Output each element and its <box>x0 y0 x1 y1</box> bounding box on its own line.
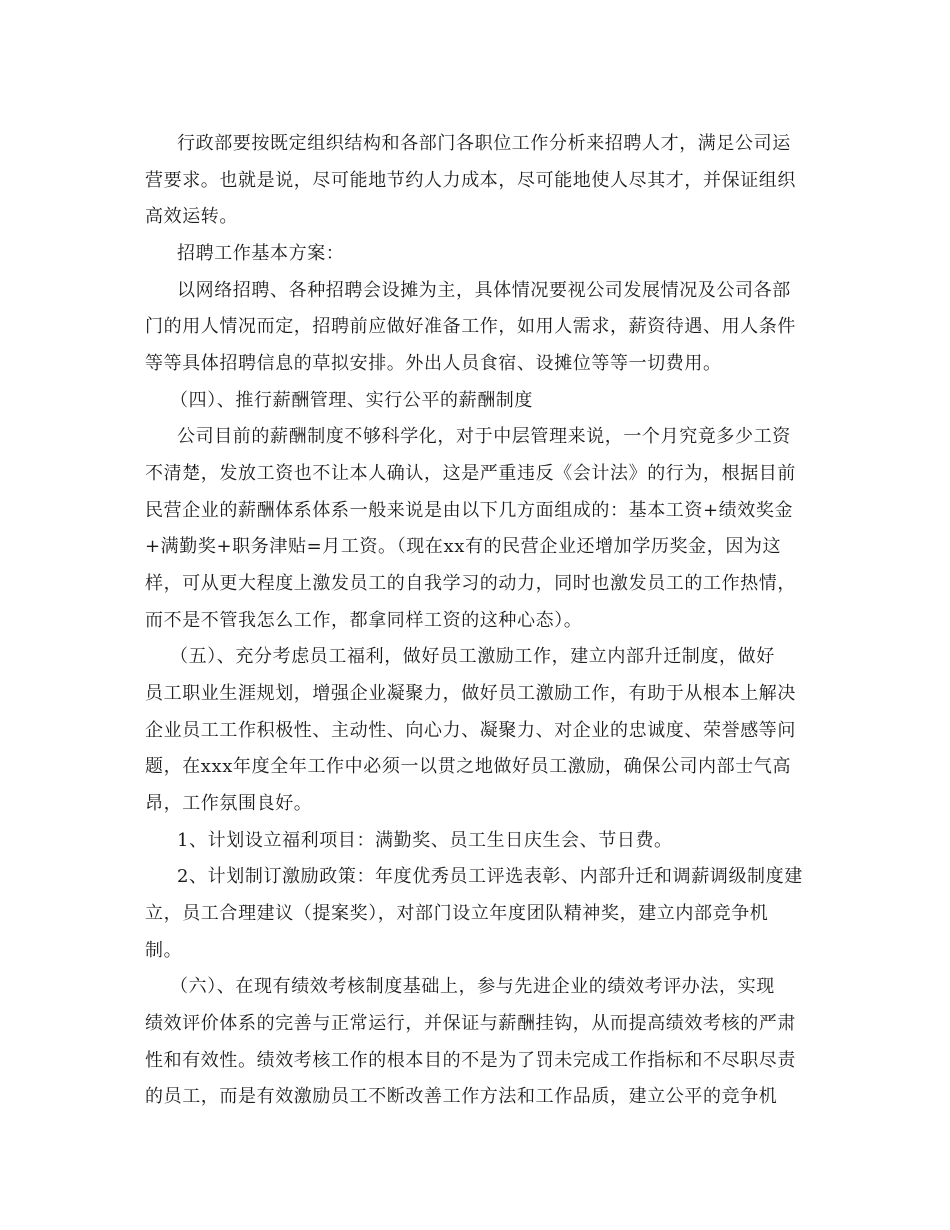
text-line: 门的用人情况而定，招聘前应做好准备工作，如用人需求，薪资待遇、用人条件 <box>145 316 796 337</box>
text-line: 不清楚，发放工资也不让本人确认，这是严重违反《会计法》的行为，根据目前 <box>145 463 796 484</box>
text-line: 昂，工作氛围良好。 <box>145 793 313 814</box>
text-line: 性和有效性。绩效考核工作的根本目的不是为了罚未完成工作指标和不尽职尽责 <box>145 1050 796 1071</box>
text-line: 民营企业的薪酬体系体系一般来说是由以下几方面组成的：基本工资+绩效奖金 <box>145 500 794 521</box>
text-line: 而不是不管我怎么工作，都拿同样工资的这种心态）。 <box>145 610 583 631</box>
text-line: 高效运转。 <box>145 206 238 227</box>
list-item: 2、计划制订激励政策：年度优秀员工评选表彰、内部升迁和调薪调级制度建 <box>177 866 803 887</box>
text-line: 制。 <box>145 940 183 961</box>
text-line: 绩效评价体系的完善与正常运行，并保证与薪酬挂钩，从而提高绩效考核的严肃 <box>145 1013 796 1034</box>
text-line: （六）、在现有绩效考核制度基础上，参与先进企业的绩效考评办法，实现 <box>170 976 775 997</box>
text-line: 的员工，而是有效激励员工不断改善工作方法和工作品质，建立公平的竞争机 <box>145 1086 778 1107</box>
text-line: +满勤奖+职务津贴=月工资。（现在xx有的民营企业还增加学历奖金，因为这 <box>145 536 782 557</box>
text-line: 营要求。也就是说，尽可能地节约人力成本，尽可能地使人尽其才，并保证组织 <box>145 170 796 191</box>
text-line: 题，在xxx年度全年工作中必须一以贯之地做好员工激励，确保公司内部士气高 <box>145 756 792 777</box>
section-heading: （四）、推行薪酬管理、实行公平的薪酬制度 <box>170 390 533 411</box>
text-line: 招聘工作基本方案： <box>177 243 345 264</box>
text-line: 立，员工合理建议（提案奖），对部门设立年度团队精神奖，建立内部竞争机 <box>145 903 769 924</box>
text-line: 行政部要按既定组织结构和各部门各职位工作分析来招聘人才，满足公司运 <box>177 133 791 154</box>
text-line: （五）、充分考虑员工福利，做好员工激励工作，建立内部升迁制度，做好 <box>170 646 775 667</box>
list-item: 1、计划设立福利项目：满勤奖、员工生日庆生会、节日费。 <box>177 830 673 851</box>
text-line: 样，可从更大程度上激发员工的自我学习的动力，同时也激发员工的工作热情， <box>145 573 796 594</box>
text-line: 员工职业生涯规划，增强企业凝聚力，做好员工激励工作，有助于从根本上解决 <box>145 683 796 704</box>
text-line: 公司目前的薪酬制度不够科学化，对于中层管理来说，一个月究竟多少工资 <box>177 426 791 447</box>
text-line: 企业员工工作积极性、主动性、向心力、凝聚力、对企业的忠诚度、荣誉感等问 <box>145 720 796 741</box>
text-line: 以网络招聘、各种招聘会设摊为主，具体情况要视公司发展情况及公司各部 <box>177 280 791 301</box>
text-line: 等等具体招聘信息的草拟安排。外出人员食宿、设摊位等等一切费用。 <box>145 353 722 374</box>
